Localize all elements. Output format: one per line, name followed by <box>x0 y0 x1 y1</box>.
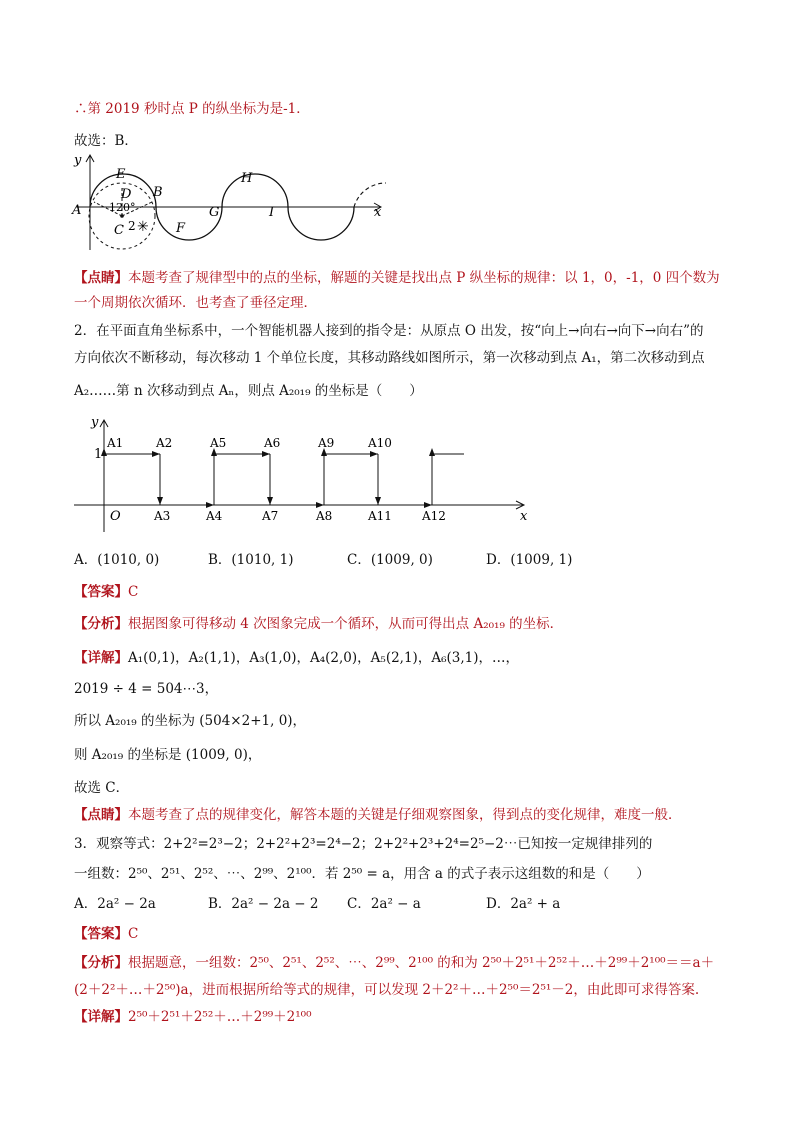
fig1-label-radius: 2 <box>128 219 136 233</box>
q3-analysis-line1 <box>74 953 714 973</box>
q2-answer-tag: 【答案】 <box>74 584 128 600</box>
q3-option-a: A．2a² − 2a <box>74 896 156 912</box>
q1-choice: 故选：B． <box>74 133 138 149</box>
q2-option-a: A．(1010, 0) <box>74 552 160 568</box>
q3-answer-tag: 【答案】 <box>74 926 128 942</box>
q3-stem-line2: 一组数：2⁵⁰、2⁵¹、2⁵²、⋯、2⁹⁹、2¹⁰⁰．若 2⁵⁰ = a，用含 a 的式子表示这组数的和是（ ） <box>74 866 650 882</box>
q2-stem-line2: 方向依次不断移动，每次移动 1 个单位长度，其移动路线如图所示，第一次移动到点 A₁，第二次移动到点 <box>74 350 705 366</box>
fig2-label-top-a10: A10 <box>368 436 392 450</box>
q2-option-b: B．(1010, 1) <box>208 552 294 568</box>
fig1-label-angle: 120° <box>109 201 136 214</box>
q2-detail-text1: A₁(0,1)，A₂(1,1)，A₃(1,0)，A₄(2,0)，A₅(2,1)，A₆(3,1)，…， <box>128 650 519 666</box>
fig2-label-x: x <box>520 509 528 524</box>
fig2-top-labels <box>106 436 392 450</box>
fig2-label-bottom-a8: A8 <box>316 509 333 523</box>
q2-detail-line5: 故选 C． <box>74 780 130 796</box>
fig2-bottom-labels <box>153 509 446 523</box>
fig1-label-a: A <box>72 203 82 218</box>
q1-conclusion: ∴第 2019 秒时点 P 的纵坐标为是-1． <box>74 101 310 117</box>
q3-stem-line1: 3．观察等式：2+2²=2³−2；2+2²+2³=2⁴−2；2+2²+2³+2⁴=2⁵−2⋯已知按一定规律排列的 <box>74 836 653 852</box>
q2-analysis-line <box>74 614 563 634</box>
q3-analysis-text1: 根据题意，一组数：2⁵⁰、2⁵¹、2⁵²、⋯、2⁹⁹、2¹⁰⁰ 的和为 2⁵⁰＋2⁵¹＋2⁵²＋…＋2⁹⁹＋2¹⁰⁰＝＝a＋ <box>128 955 715 971</box>
q2-path-figure <box>70 414 540 540</box>
q2-detail-tag: 【详解】 <box>74 650 128 666</box>
q1-comment-text: 本题考查了规律型中的点的坐标，解题的关键是找出点 P 纵坐标的规律：以 1，0，-1，0 四个数为 <box>128 270 720 286</box>
q2-option-d: D．(1009, 1) <box>486 552 573 568</box>
q2-detail-line2: 2019 ÷ 4 = 504⋯3， <box>74 681 219 697</box>
q2-answer-value: C <box>128 584 139 600</box>
q3-analysis-line2: (2＋2²＋…＋2⁵⁰)a，进而根据所给等式的规律，可以发现 2＋2²＋…＋2⁵⁰＝2⁵¹－2，由此即可求得答案. <box>74 982 700 998</box>
q3-option-c: C．2a² − a <box>347 896 421 912</box>
q2-stem-line3: A₂……第 n 次移动到点 Aₙ，则点 A₂₀₁₉ 的坐标是（ ） <box>74 383 423 399</box>
fig2-label-top-a6: A6 <box>264 436 281 450</box>
q2-comment-text: 本题考查了点的规律变化，解答本题的关键是仔细观察图象，得到点的变化规律，难度一般． <box>128 807 682 823</box>
fig1-label-b: B <box>153 185 163 200</box>
fig2-label-bottom-a7: A7 <box>262 509 279 523</box>
q1-comment-tag: 【点睛】 <box>74 270 128 286</box>
fig1-label-g: G <box>209 205 220 220</box>
q3-option-d: D．2a² + a <box>486 896 561 912</box>
q3-analysis-tag: 【分析】 <box>74 955 128 971</box>
fig2-label-bottom-a4: A4 <box>206 509 223 523</box>
q2-stem-line1: 2．在平面直角坐标系中，一个智能机器人接到的指令是：从原点 O 出发，按“向上→向右→向下→向右”的 <box>74 323 704 339</box>
q2-option-c: C．(1009, 0) <box>347 552 433 568</box>
q2-answer-line <box>74 582 138 602</box>
fig1-label-d: D <box>121 187 132 202</box>
fig2-label-top-a2: A2 <box>156 436 173 450</box>
fig1-asterisk: ✳ <box>137 219 149 235</box>
q2-detail-line3: 所以 A₂₀₁₉ 的坐标为 (504×2+1, 0)， <box>74 713 307 729</box>
fig2-label-top-a9: A9 <box>318 436 335 450</box>
fig2-label-top-a1: A1 <box>107 436 124 450</box>
q2-analysis-text: 根据图象可得移动 4 次图象完成一个循环，从而可得出点 A₂₀₁₉ 的坐标． <box>128 616 564 632</box>
fig2-label-y: y <box>91 415 99 430</box>
fig2-label-unit: 1 <box>94 447 103 462</box>
q2-detail-line4: 则 A₂₀₁₉ 的坐标是 (1009, 0)， <box>74 747 262 763</box>
fig2-label-bottom-a11: A11 <box>368 509 392 523</box>
q3-detail-text1: 2⁵⁰＋2⁵¹＋2⁵²＋…＋2⁹⁹＋2¹⁰⁰ <box>128 1009 312 1025</box>
q2-detail-line1 <box>74 648 519 668</box>
q1-comment-line1 <box>74 268 720 288</box>
q2-comment-tag: 【点睛】 <box>74 807 128 823</box>
q3-answer-value: C <box>128 926 139 942</box>
q3-detail-line1 <box>74 1007 311 1027</box>
fig1-label-f: F <box>176 221 186 236</box>
fig1-label-y: y <box>74 153 82 168</box>
fig1-label-h: H <box>241 171 253 186</box>
q3-option-b: B．2a² − 2a − 2 <box>208 896 319 912</box>
fig1-label-i: I <box>269 205 275 220</box>
q2-comment-line <box>74 805 682 825</box>
fig2-label-bottom-a3: A3 <box>154 509 171 523</box>
q2-analysis-tag: 【分析】 <box>74 616 128 632</box>
q3-answer-line <box>74 924 138 944</box>
q1-comment-line2: 一个周期依次循环．也考查了垂径定理． <box>74 295 317 311</box>
fig1-label-e: E <box>116 167 126 182</box>
fig1-label-x: x <box>374 205 382 220</box>
fig2-label-o: O <box>110 509 121 524</box>
fig2-label-top-a5: A5 <box>210 436 227 450</box>
fig2-label-bottom-a12: A12 <box>422 509 446 523</box>
q3-detail-tag: 【详解】 <box>74 1009 128 1025</box>
q1-arc-figure <box>66 150 396 260</box>
fig1-label-c: C <box>114 223 124 238</box>
